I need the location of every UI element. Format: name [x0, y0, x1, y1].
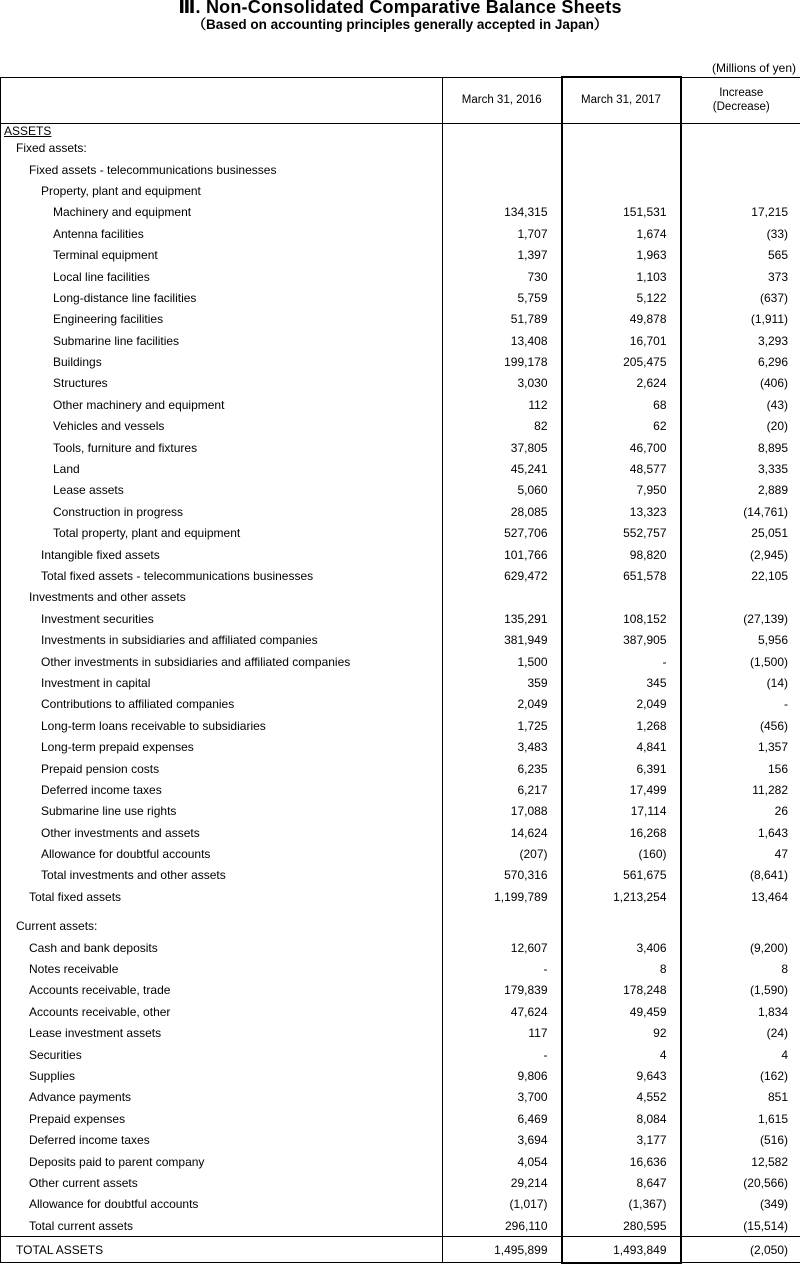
value-change: (516)	[681, 1129, 800, 1150]
value-2017: 561,675	[562, 865, 681, 886]
value-2017: 108,152	[562, 608, 681, 629]
table-row	[1, 886, 800, 907]
value-change: 3,335	[681, 458, 800, 479]
value-2017	[562, 138, 681, 159]
row-label: Allowance for doubtful accounts	[1, 843, 443, 864]
value-change: 13,464	[681, 886, 800, 907]
row-label: Current assets:	[1, 916, 443, 937]
table-row	[1, 736, 800, 757]
row-label: Buildings	[1, 351, 443, 372]
value-change: 6,296	[681, 351, 800, 372]
header-prior-year: March 31, 2016	[443, 77, 562, 123]
value-2016: 6,217	[517, 782, 548, 797]
value-change: 1,357	[681, 736, 800, 757]
value-change: (24)	[681, 1023, 800, 1044]
value-change: (15,514)	[681, 1215, 800, 1237]
value-change: (8,641)	[681, 865, 800, 886]
value-2016	[443, 908, 562, 916]
table-row	[1, 330, 800, 351]
value-2017: 17,114	[562, 801, 681, 822]
value-2016: 199,178	[504, 355, 548, 370]
row-label: Property, plant and equipment	[1, 180, 443, 201]
row-label: Local line facilities	[1, 266, 443, 287]
header-item-cell	[1, 77, 443, 123]
value-change: 1,834	[681, 1001, 800, 1022]
value-change: (1,911)	[681, 309, 800, 330]
value-2016: 1,397	[517, 248, 548, 263]
row-label: Long-distance line facilities	[1, 287, 443, 308]
row-label: Allowance for doubtful accounts	[1, 1194, 443, 1215]
value-2016: 112	[528, 397, 548, 412]
value-2016: 3,483	[517, 740, 548, 755]
section-label: ASSETS	[4, 123, 52, 138]
table-row	[1, 1108, 800, 1129]
row-label: Terminal equipment	[1, 244, 443, 265]
value-change: 3,293	[681, 330, 800, 351]
table-row	[1, 523, 800, 544]
value-2016: 1,725	[517, 718, 548, 733]
value-2017: 9,643	[562, 1065, 681, 1086]
value-2016: 527,706	[504, 526, 548, 541]
row-label: Lease assets	[1, 480, 443, 501]
value-2017: 1,103	[562, 266, 681, 287]
table-row	[1, 779, 800, 800]
value-change	[681, 180, 800, 201]
value-2017: 62	[562, 416, 681, 437]
table-row	[1, 822, 800, 843]
row-label: Submarine line facilities	[1, 330, 443, 351]
row-label: Fixed assets - telecommunications businesses	[1, 159, 443, 180]
value-2017: 49,878	[562, 309, 681, 330]
value-change: -	[681, 694, 800, 715]
value-2017: 1,213,254	[562, 886, 681, 907]
value-change: 25,051	[681, 523, 800, 544]
value-2017	[562, 587, 681, 608]
value-change: (14,761)	[681, 501, 800, 522]
row-label: Construction in progress	[1, 501, 443, 522]
value-2016: 3,694	[517, 1133, 548, 1148]
section-label-cell	[1, 123, 443, 138]
value-2016: 2,049	[517, 697, 548, 712]
value-2017: 5,122	[562, 287, 681, 308]
value-2016: 28,085	[510, 504, 548, 519]
value-change: 12,582	[681, 1151, 800, 1172]
value-change: (349)	[681, 1194, 800, 1215]
value-2016: 381,949	[504, 633, 548, 648]
table-row	[1, 138, 800, 159]
row-label: Investment in capital	[1, 672, 443, 693]
table-row	[1, 202, 800, 223]
table-row	[1, 916, 800, 937]
header-change-line1: Increase	[719, 87, 764, 99]
value-2016	[443, 138, 562, 159]
value-change: 22,105	[681, 565, 800, 586]
value-2016: -	[543, 962, 548, 977]
table-row	[1, 672, 800, 693]
value-2017: 6,391	[562, 758, 681, 779]
table-row	[1, 309, 800, 330]
value-2016: 3,030	[517, 376, 548, 391]
value-2016: 6,235	[517, 761, 548, 776]
row-label: Investments and other assets	[1, 587, 443, 608]
row-label: Total current assets	[1, 1215, 443, 1237]
value-change: 5,956	[681, 629, 800, 650]
value-2017: 16,636	[562, 1151, 681, 1172]
row-label: Supplies	[1, 1065, 443, 1086]
table-row	[1, 394, 800, 415]
table-row	[1, 1087, 800, 1108]
value-change: (456)	[681, 715, 800, 736]
row-label: Cash and bank deposits	[1, 937, 443, 958]
value-2017	[562, 908, 681, 916]
value-2017: 1,674	[562, 223, 681, 244]
value-change: (1,590)	[681, 980, 800, 1001]
value-change: (2,945)	[681, 544, 800, 565]
value-2017: 92	[562, 1023, 681, 1044]
value-change: (33)	[681, 223, 800, 244]
row-label: Other current assets	[1, 1172, 443, 1193]
row-label: Deposits paid to parent company	[1, 1151, 443, 1172]
value-2016: 117	[528, 1026, 548, 1041]
value-2017: 205,475	[562, 351, 681, 372]
value-2016: -	[543, 1047, 548, 1062]
value-change: 2,889	[681, 480, 800, 501]
value-change	[681, 138, 800, 159]
value-2017: 46,700	[562, 437, 681, 458]
table-row	[1, 565, 800, 586]
units-note: (Millions of yen)	[711, 61, 796, 75]
row-label: Prepaid expenses	[1, 1108, 443, 1129]
empty-cell	[681, 123, 800, 138]
table-row	[1, 416, 800, 437]
value-2017: 3,406	[562, 937, 681, 958]
value-2016	[443, 916, 562, 937]
value-2017: 178,248	[562, 980, 681, 1001]
value-2016: 82	[534, 419, 548, 434]
row-label: Investments in subsidiaries and affiliated companies	[1, 629, 443, 650]
row-label: Notes receivable	[1, 958, 443, 979]
header-change	[681, 77, 800, 123]
row-label: Other investments and assets	[1, 822, 443, 843]
value-2017: 651,578	[562, 565, 681, 586]
table-row	[1, 1194, 800, 1215]
total-row	[1, 1237, 800, 1263]
table-row	[1, 351, 800, 372]
value-change: (9,200)	[681, 937, 800, 958]
empty-cell	[443, 123, 562, 138]
value-2017: 68	[562, 394, 681, 415]
value-2017	[562, 180, 681, 201]
value-2016: 4,054	[517, 1154, 548, 1169]
table-row	[1, 587, 800, 608]
value-2016: 730	[527, 269, 548, 284]
value-change	[681, 908, 800, 916]
value-2016: (207)	[519, 847, 548, 862]
value-2016: 9,806	[517, 1068, 548, 1083]
table-row	[1, 865, 800, 886]
row-label: Land	[1, 458, 443, 479]
row-label: Submarine line use rights	[1, 801, 443, 822]
value-2016: 3,700	[517, 1090, 548, 1105]
value-change: 156	[681, 758, 800, 779]
balance-sheet-table	[0, 76, 800, 1264]
value-2017: 98,820	[562, 544, 681, 565]
row-label: Antenna facilities	[1, 223, 443, 244]
header-change-line2: (Decrease)	[712, 101, 770, 113]
header-current-year: March 31, 2017	[562, 77, 681, 123]
value-change: 4	[681, 1044, 800, 1065]
value-change	[681, 159, 800, 180]
row-label: Lease investment assets	[1, 1023, 443, 1044]
table-row	[1, 244, 800, 265]
value-2016: 45,241	[510, 462, 548, 477]
value-2017: 4,841	[562, 736, 681, 757]
row-label: Total investments and other assets	[1, 865, 443, 886]
table-row	[1, 266, 800, 287]
value-2016: 6,469	[517, 1111, 548, 1126]
value-2016	[443, 159, 562, 180]
value-2017: 49,459	[562, 1001, 681, 1022]
value-2016: 134,315	[504, 205, 548, 220]
table-row	[1, 958, 800, 979]
value-2016: 570,316	[504, 868, 548, 883]
value-2017: 8	[562, 958, 681, 979]
row-label: Fixed assets:	[1, 138, 443, 159]
value-2017: 48,577	[562, 458, 681, 479]
row-label: Contributions to affiliated companies	[1, 694, 443, 715]
value-2016: 14,624	[510, 825, 548, 840]
table-row	[1, 629, 800, 650]
row-label: Structures	[1, 373, 443, 394]
value-change: (162)	[681, 1065, 800, 1086]
total-change: (2,050)	[681, 1237, 800, 1263]
row-label: Deferred income taxes	[1, 1129, 443, 1150]
value-2017: 8,647	[562, 1172, 681, 1193]
row-label: Advance payments	[1, 1087, 443, 1108]
total-2016: 1,495,899	[443, 1237, 562, 1263]
value-change: 851	[681, 1087, 800, 1108]
table-row	[1, 1023, 800, 1044]
value-change: 11,282	[681, 779, 800, 800]
value-2017: 151,531	[562, 202, 681, 223]
row-label: Total property, plant and equipment	[1, 523, 443, 544]
table-row	[1, 1001, 800, 1022]
value-2016: 296,110	[505, 1218, 548, 1233]
value-change: 17,215	[681, 202, 800, 223]
row-label: Other investments in subsidiaries and affiliated companies	[1, 651, 443, 672]
table-row	[1, 159, 800, 180]
value-2017: 7,950	[562, 480, 681, 501]
table-row	[1, 715, 800, 736]
spacer-row	[1, 908, 800, 916]
value-2017: 4,552	[562, 1087, 681, 1108]
value-change	[681, 587, 800, 608]
value-2017: 345	[562, 672, 681, 693]
value-change: 8,895	[681, 437, 800, 458]
value-2016: 5,759	[517, 290, 548, 305]
table-row	[1, 180, 800, 201]
row-label: Deferred income taxes	[1, 779, 443, 800]
value-change: 1,643	[681, 822, 800, 843]
table-row	[1, 843, 800, 864]
value-change: 26	[681, 801, 800, 822]
empty-cell	[562, 123, 681, 138]
total-2017: 1,493,849	[562, 1237, 681, 1263]
value-2017: 17,499	[562, 779, 681, 800]
value-change	[681, 916, 800, 937]
table-row	[1, 1151, 800, 1172]
value-2017: 16,268	[562, 822, 681, 843]
value-2017	[562, 159, 681, 180]
table-row	[1, 1215, 800, 1237]
row-label: Tools, furniture and fixtures	[1, 437, 443, 458]
row-label: Intangible fixed assets	[1, 544, 443, 565]
table-row	[1, 544, 800, 565]
value-2017: 387,905	[562, 629, 681, 650]
value-change: 1,615	[681, 1108, 800, 1129]
table-row	[1, 694, 800, 715]
table-row	[1, 937, 800, 958]
value-2017	[562, 916, 681, 937]
value-2016: 359	[527, 675, 548, 690]
table-row	[1, 801, 800, 822]
table-row	[1, 651, 800, 672]
table-row	[1, 287, 800, 308]
page-subtitle: （Based on accounting principles generally accepted in Japan）	[192, 17, 608, 32]
value-change: 47	[681, 843, 800, 864]
table-row	[1, 608, 800, 629]
value-2016: 135,291	[504, 611, 548, 626]
value-change: (20,566)	[681, 1172, 800, 1193]
table-row	[1, 1129, 800, 1150]
value-2016: 51,789	[510, 312, 548, 327]
value-2016: 179,839	[504, 983, 548, 998]
row-label: Vehicles and vessels	[1, 416, 443, 437]
table-row	[1, 1065, 800, 1086]
value-2016: 1,199,789	[494, 889, 548, 904]
value-change: (20)	[681, 416, 800, 437]
table-row	[1, 223, 800, 244]
value-2017: -	[562, 651, 681, 672]
value-change: 8	[681, 958, 800, 979]
value-2017: 4	[562, 1044, 681, 1065]
table-row	[1, 980, 800, 1001]
value-2016: 101,766	[504, 547, 548, 562]
table-row	[1, 373, 800, 394]
value-2016	[443, 180, 562, 201]
table-row	[1, 758, 800, 779]
table-row	[1, 480, 800, 501]
value-2017: 3,177	[562, 1129, 681, 1150]
value-2016: 629,472	[504, 569, 548, 583]
table-row	[1, 1172, 800, 1193]
value-2016: (1,017)	[509, 1197, 548, 1212]
table-row	[1, 1044, 800, 1065]
value-2016	[443, 587, 562, 608]
table-header-row	[1, 77, 800, 123]
value-2016: 1,500	[517, 654, 548, 669]
value-change: (27,139)	[681, 608, 800, 629]
row-label: Securities	[1, 1044, 443, 1065]
value-2017: 280,595	[562, 1215, 681, 1237]
section-row	[1, 123, 800, 138]
table-row	[1, 501, 800, 522]
row-label: Machinery and equipment	[1, 202, 443, 223]
value-2016: 47,624	[510, 1004, 548, 1019]
value-2016: 1,707	[517, 226, 548, 241]
value-2017: 16,701	[562, 330, 681, 351]
value-2017: 1,963	[562, 244, 681, 265]
value-change: 373	[681, 266, 800, 287]
value-change: (43)	[681, 394, 800, 415]
table-row	[1, 458, 800, 479]
value-change: (1,500)	[681, 651, 800, 672]
value-change: (406)	[681, 373, 800, 394]
row-label: Total fixed assets	[1, 886, 443, 907]
value-2017: 8,084	[562, 1108, 681, 1129]
value-2017: 13,323	[562, 501, 681, 522]
row-label: Long-term prepaid expenses	[1, 736, 443, 757]
value-2017: 1,268	[562, 715, 681, 736]
value-2017: (160)	[562, 843, 681, 864]
value-change: (14)	[681, 672, 800, 693]
value-change: 565	[681, 244, 800, 265]
page-title: Ⅲ. Non-Consolidated Comparative Balance Sheets	[178, 0, 622, 17]
value-2016: 5,060	[517, 483, 548, 498]
value-2017: (1,367)	[562, 1194, 681, 1215]
row-label: Investment securities	[1, 608, 443, 629]
value-change: (637)	[681, 287, 800, 308]
row-label: Prepaid pension costs	[1, 758, 443, 779]
row-label: Accounts receivable, other	[1, 1001, 443, 1022]
value-2017: 2,049	[562, 694, 681, 715]
row-label: Accounts receivable, trade	[1, 980, 443, 1001]
value-2016: 37,805	[510, 440, 548, 455]
value-2016: 13,408	[510, 333, 548, 348]
value-2016: 17,088	[510, 804, 548, 819]
row-label: Long-term loans receivable to subsidiaries	[1, 715, 443, 736]
value-2016: 12,607	[510, 940, 548, 955]
row-label: Engineering facilities	[1, 309, 443, 330]
table-row	[1, 437, 800, 458]
row-label: Other machinery and equipment	[1, 394, 443, 415]
row-label	[1, 908, 443, 916]
row-label: Total fixed assets - telecommunications businesses	[1, 565, 443, 586]
value-2017: 552,757	[562, 523, 681, 544]
value-2016: 29,214	[510, 1175, 548, 1190]
total-label: TOTAL ASSETS	[1, 1237, 443, 1263]
value-2017: 2,624	[562, 373, 681, 394]
